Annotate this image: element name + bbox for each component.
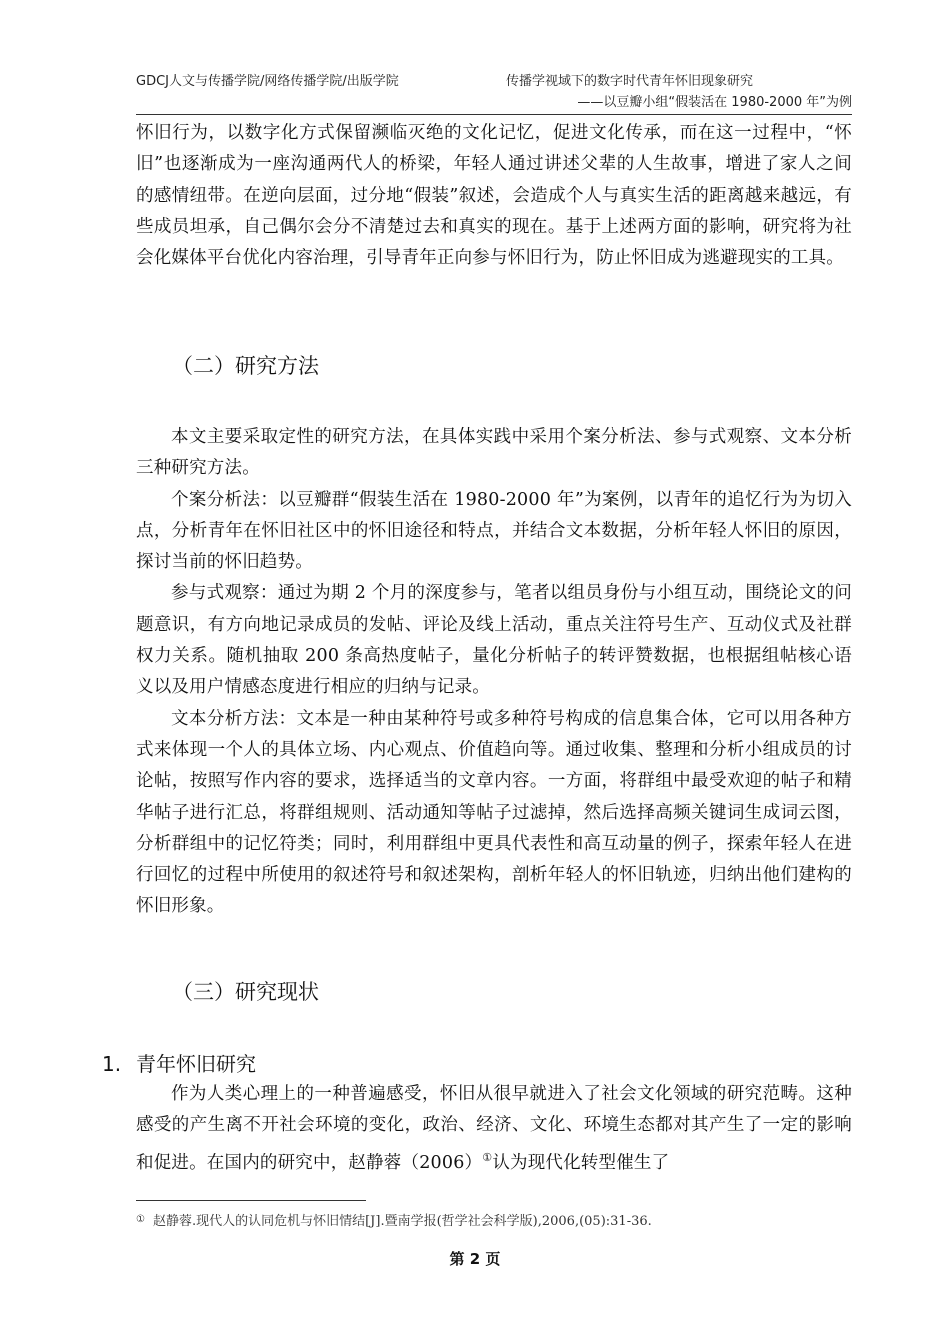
methods-paragraph-1: 本文主要采取定性的研究方法，在具体实践中采用个案分析法、参与式观察、文本分析三种研究方法。 [136, 427, 852, 479]
subsection-number: 1. [102, 1052, 122, 1076]
youth-nostalgia-paragraph [136, 1079, 852, 1179]
footnote-ref-mark: ① [482, 1150, 493, 1164]
subsection-title: 青年怀旧研究 [136, 1052, 256, 1076]
intro-block [136, 118, 852, 274]
subsection-heading-youth-nostalgia [102, 1048, 256, 1077]
footnote-mark: ① [136, 1214, 145, 1225]
page-number: 第 2 页 [449, 1250, 501, 1268]
header-title: 传播学视域下的数字时代青年怀旧现象研究 [506, 74, 754, 89]
methods-paragraph-3: 参与式观察：通过为期 2 个月的深度参与，笔者以组员身份与小组互动，围绕论文的问题意识，有方向地记录成员的发帖、评论及线上活动，重点关注符号生产、互动仪式及社群权力关系。随机抽取 200 条高热度帖子，量化分析帖子的转评赞数据，也根据组帖核心语义以及用户情感态度进行相应的归纳与记录。 [136, 583, 852, 698]
header-institution: GDCJ人文与传播学院/网络传播学院/出版学院 [136, 74, 399, 89]
intro-paragraph: 怀旧行为，以数字化方式保留濒临灭绝的文化记忆，促进文化传承，而在这一过程中，“怀旧”也逐渐成为一座沟通两代人的桥梁，年轻人通过讲述父辈的人生故事，增进了家人之间的感情纽带。在逆向层面，过分地“假装”叙述，会造成个人与真实生活的距离越来越远，有些成员坦承，自己偶尔会分不清楚过去和真实的现在。基于上述两方面的影响，研究将为社会化媒体平台优化内容治理，引导青年正向参与怀旧行为，防止怀旧成为逃避现实的工具。 [136, 123, 852, 269]
methods-paragraph-4: 文本分析方法：文本是一种由某种符号或多种符号构成的信息集合体，它可以用各种方式来体现一个人的具体立场、内心观点、价值趋向等。通过收集、整理和分析小组成员的讨论帖，按照写作内容的要求，选择适当的文章内容。一方面，将群组中最受欢迎的帖子和精华帖子进行汇总，将群组规则、活动通知等帖子过滤掉，然后选择高频关键词生成词云图，分析群组中的记忆符类；同时，利用群组中更具代表性和高互动量的例子，探索年轻人在进行回忆的过程中所使用的叙述符号和叙述架构，剖析年轻人的怀旧轨迹，归纳出他们建构的怀旧形象。 [136, 708, 852, 917]
youth-nostalgia-block [136, 1079, 852, 1179]
section-heading-methods: （二）研究方法 [172, 354, 319, 378]
section-heading-status: （三）研究现状 [172, 980, 319, 1004]
header-rule [136, 114, 852, 115]
methods-block [136, 422, 852, 923]
methods-paragraph-2: 个案分析法：以豆瓣群“假装生活在 1980-2000 年”为案例，以青年的追忆行为为切入点，分析青年在怀旧社区中的怀旧途径和特点，并结合文本数据，分析年轻人怀旧的原因，探讨当前的怀旧趋势。 [136, 489, 852, 573]
paragraph-text-before-ref: 作为人类心理上的一种普遍感受，怀旧从很早就进入了社会文化领域的研究范畴。这种感受的产生离不开社会环境的变化，政治、经济、文化、环境生态都对其产生了一定的影响和促进。在国内的研究中，赵静蓉（2006） [136, 1084, 852, 1173]
page-header [136, 70, 852, 118]
paragraph-text-after-ref: 认为现代化转型催生了 [492, 1152, 670, 1173]
footnote-text: 赵静蓉.现代人的认同危机与怀旧情结[J].暨南学报(哲学社会科学版),2006,(05):31-36. [152, 1214, 652, 1229]
header-subtitle: ——以豆瓣小组“假装活在 1980-2000 年”为例 [577, 95, 852, 110]
footnote [136, 1210, 652, 1229]
footnote-rule [136, 1200, 366, 1201]
